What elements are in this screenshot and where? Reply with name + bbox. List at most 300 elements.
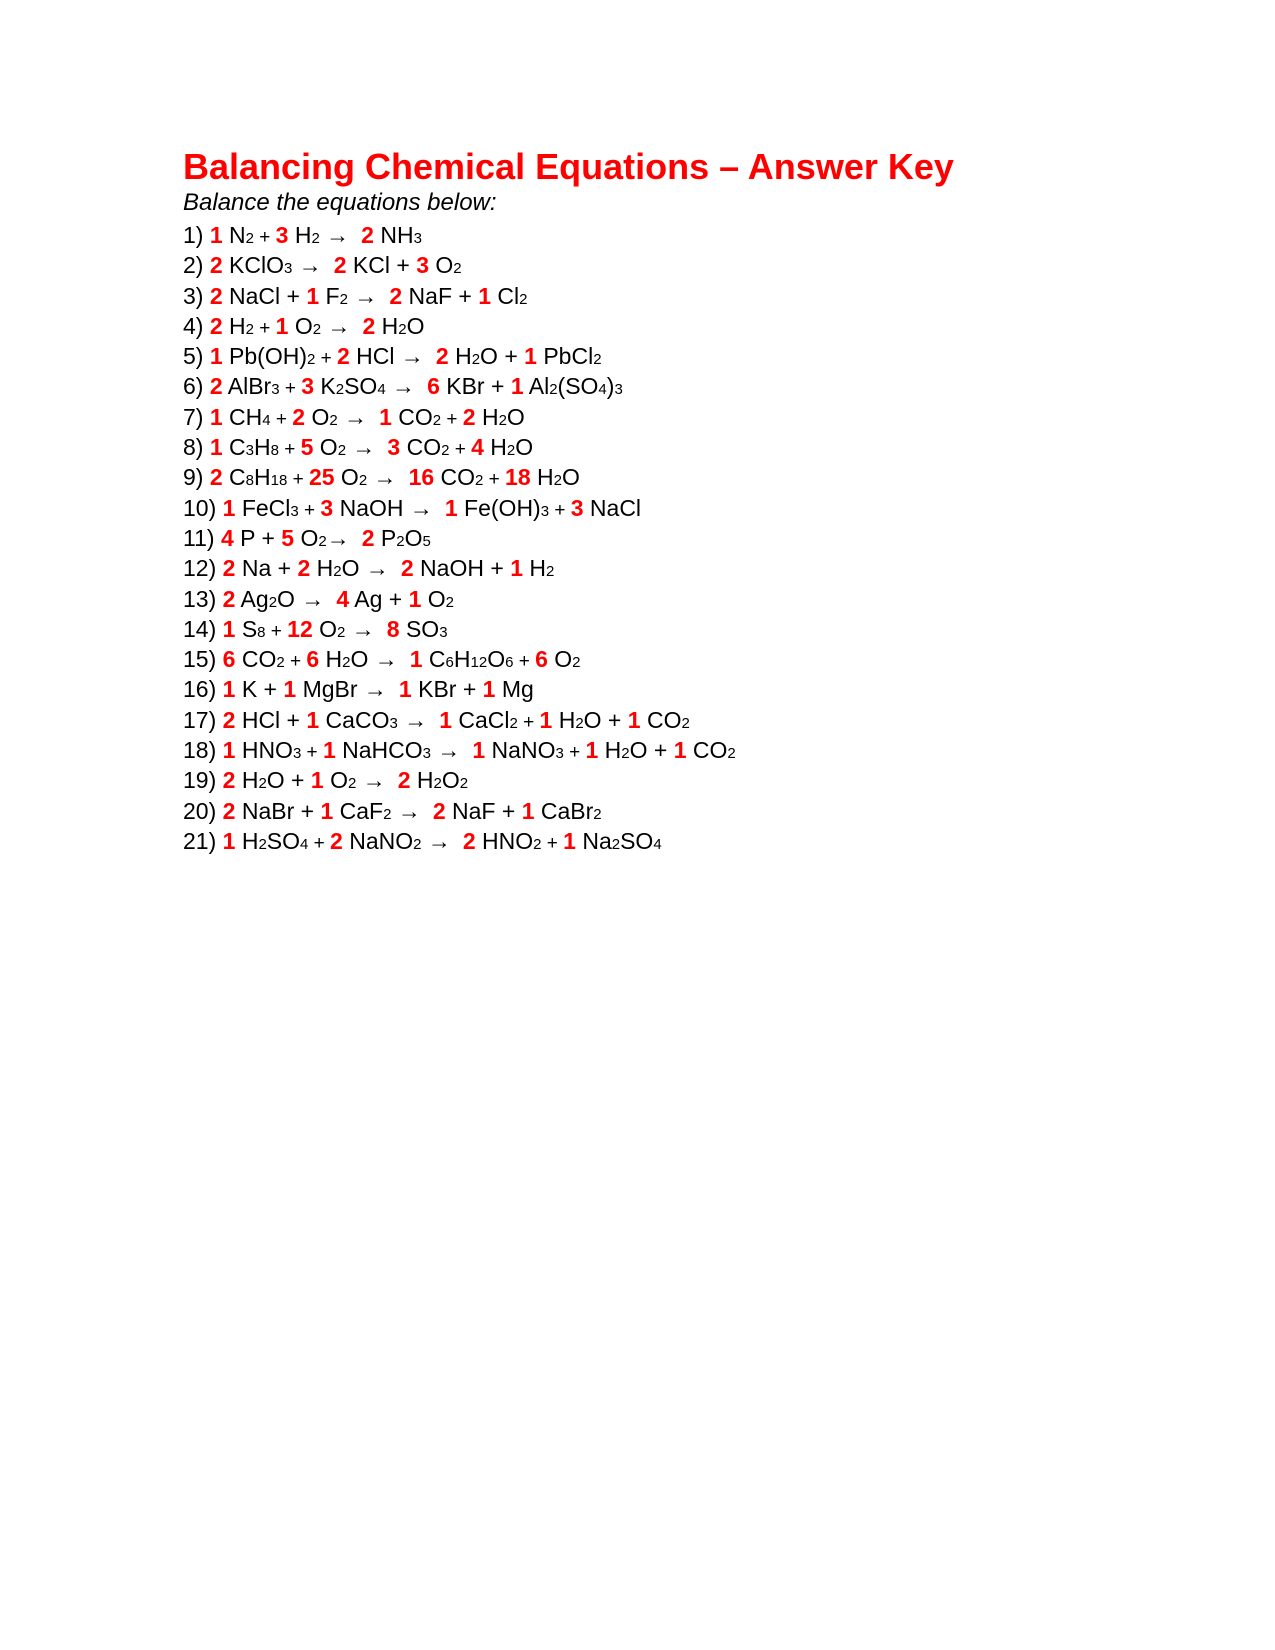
- coefficient: 12: [287, 615, 313, 642]
- coefficient: 2: [462, 827, 476, 854]
- coefficient: 1: [524, 343, 537, 370]
- coefficient: 1: [209, 434, 223, 461]
- formula-text: Mg: [495, 676, 534, 703]
- answer-key-document: [183, 146, 1183, 856]
- subscript: 4: [300, 835, 309, 853]
- equation-row: [183, 735, 1183, 765]
- formula-text: O: [561, 464, 580, 491]
- coefficient: 1: [222, 676, 236, 703]
- formula-text: H: [253, 464, 271, 491]
- coefficient: 1: [209, 222, 223, 248]
- formula-text: Fe(OH): [457, 494, 541, 521]
- plus-sign: +: [483, 469, 506, 491]
- formula-text: NaHCO: [335, 737, 423, 764]
- coefficient: 1: [209, 403, 223, 430]
- equation-number: 21): [183, 827, 223, 854]
- coefficient: 6: [222, 646, 236, 673]
- formula-text: O: [406, 312, 425, 339]
- subscript: 3: [413, 230, 422, 247]
- equation-number: 16): [183, 676, 223, 703]
- equation-row: [183, 584, 1183, 614]
- subscript: 2: [459, 775, 469, 793]
- formula-text: F: [319, 282, 340, 309]
- subscript: 2: [519, 290, 528, 308]
- subscript: 3: [271, 381, 280, 399]
- plus-sign: +: [308, 832, 331, 854]
- formula-text: NaOH →: [333, 494, 433, 521]
- coefficient: 2: [336, 343, 350, 370]
- equation-number: 3): [183, 282, 210, 309]
- formula-text: O: [323, 767, 348, 794]
- subscript: 2: [572, 654, 581, 672]
- formula-text: O: [515, 434, 534, 461]
- formula-text: O: [288, 312, 313, 339]
- subscript: 12: [470, 654, 488, 672]
- coefficient: 1: [222, 494, 236, 521]
- equation-row: [183, 523, 1183, 553]
- coefficient: 2: [297, 555, 311, 582]
- coefficient: 1: [408, 585, 422, 612]
- subscript: 2: [553, 472, 562, 490]
- equation-number: 9): [183, 464, 210, 491]
- formula-text: SO: [344, 373, 378, 400]
- formula-text: H: [235, 767, 259, 794]
- equation-number: 10): [183, 494, 223, 521]
- subscript: 8: [245, 472, 254, 490]
- formula-text: O: [506, 403, 525, 430]
- coefficient: 1: [627, 706, 641, 733]
- subscript: 5: [422, 532, 431, 550]
- formula-text: O →: [277, 585, 325, 612]
- formula-text: O +: [266, 767, 311, 794]
- formula-text: FeCl: [235, 494, 291, 521]
- subscript: 2: [311, 230, 320, 247]
- formula-text: H: [410, 767, 434, 794]
- subscript: 2: [245, 230, 254, 247]
- equation-row: [183, 614, 1183, 644]
- formula-text: CH: [222, 403, 263, 430]
- formula-text: KCl +: [346, 252, 417, 279]
- subscript: 3: [422, 745, 431, 763]
- plus-sign: +: [449, 439, 472, 461]
- coefficient: 1: [472, 737, 486, 764]
- coefficient: 2: [462, 403, 476, 430]
- coefficient: 2: [432, 797, 446, 824]
- coefficient: 1: [222, 737, 236, 764]
- formula-text: MgBr →: [296, 676, 387, 703]
- coefficient: 2: [222, 797, 236, 824]
- formula-text: K +: [235, 676, 284, 703]
- subscript: 2: [358, 472, 368, 490]
- reaction-arrow: →: [346, 434, 376, 461]
- subscript: 4: [598, 381, 607, 399]
- equation-row: [183, 765, 1183, 795]
- subscript: 3: [245, 442, 254, 460]
- subscript: 2: [471, 351, 481, 369]
- plus-sign: +: [441, 408, 463, 430]
- subscript: 2: [549, 381, 558, 399]
- reaction-arrow: →: [385, 373, 416, 400]
- formula-text: O →: [350, 646, 398, 673]
- formula-text: O +: [480, 343, 525, 370]
- equation-number: 14): [183, 615, 223, 642]
- subscript: 3: [439, 623, 448, 641]
- formula-text: O: [305, 403, 330, 430]
- subscript: 2: [475, 472, 484, 490]
- equation-number: 6): [183, 373, 210, 400]
- formula-text: NaBr +: [235, 797, 321, 824]
- formula-text: H: [375, 312, 399, 339]
- coefficient: 5: [300, 434, 314, 461]
- subscript: 3: [389, 714, 398, 732]
- coefficient: 1: [539, 706, 553, 733]
- coefficient: 1: [439, 706, 452, 733]
- reaction-arrow: →: [421, 827, 451, 854]
- coefficient: 2: [362, 312, 376, 339]
- coefficient: 1: [379, 403, 392, 430]
- subscript: 2: [413, 835, 422, 853]
- equation-number: 11): [183, 524, 221, 551]
- formula-text: NaNO: [342, 827, 414, 854]
- formula-text: H: [235, 827, 259, 854]
- subscript: 4: [653, 835, 662, 853]
- subscript: 2: [258, 835, 267, 853]
- formula-text: H: [222, 312, 246, 339]
- coefficient: 1: [322, 737, 336, 764]
- equation-number: 5): [183, 343, 210, 370]
- reaction-arrow: →: [397, 706, 428, 733]
- subscript: 2: [383, 805, 392, 823]
- subscript: 4: [377, 381, 386, 399]
- subscript: 2: [337, 442, 347, 460]
- subscript: 8: [257, 623, 266, 641]
- equation-row: [183, 796, 1183, 826]
- plus-sign: +: [265, 620, 288, 642]
- subscript: 3: [540, 502, 550, 520]
- formula-text: Na: [575, 827, 612, 854]
- coefficient: 2: [333, 252, 347, 279]
- formula-text: O: [313, 434, 338, 461]
- subscript: 2: [575, 714, 584, 732]
- reaction-arrow: →: [319, 222, 350, 248]
- coefficient: 2: [222, 767, 236, 794]
- formula-text: KBr +: [411, 676, 483, 703]
- coefficient: 3: [275, 222, 289, 248]
- subscript: 6: [505, 654, 514, 672]
- coefficient: 1: [275, 312, 289, 339]
- formula-text: H: [598, 737, 622, 764]
- coefficient: 1: [510, 555, 523, 582]
- formula-text: S: [235, 615, 258, 642]
- coefficient: 1: [444, 494, 458, 521]
- subscript: 2: [727, 745, 736, 763]
- page-title: Balancing Chemical Equations – Answer Key: [183, 146, 954, 187]
- subscript: 2: [335, 381, 345, 399]
- equation-list: [183, 220, 1183, 856]
- plus-sign: +: [253, 227, 276, 248]
- subscript: 2: [432, 411, 442, 429]
- plus-sign: +: [298, 499, 321, 521]
- equation-number: 12): [183, 555, 223, 582]
- coefficient: 6: [306, 646, 320, 673]
- formula-text: HNO: [475, 827, 534, 854]
- formula-text: NaF +: [445, 797, 522, 824]
- equation-row: [183, 674, 1183, 704]
- reaction-arrow: →: [347, 282, 378, 309]
- coefficient: 3: [416, 252, 429, 279]
- subscript: 2: [258, 775, 267, 793]
- equation-number: 7): [183, 403, 210, 430]
- equation-number: 18): [183, 737, 223, 764]
- coefficient: 8: [386, 615, 400, 642]
- coefficient: 25: [308, 464, 335, 491]
- subscript: 2: [453, 260, 462, 278]
- equation-number: 13): [183, 585, 223, 612]
- formula-text: O: [294, 524, 319, 551]
- formula-text: O: [547, 646, 573, 673]
- coefficient: 1: [510, 373, 524, 400]
- equation-row: [183, 281, 1183, 311]
- formula-text: Na +: [235, 555, 298, 582]
- subscript: 6: [445, 654, 454, 672]
- coefficient: 2: [222, 706, 236, 733]
- formula-text: CaCO: [319, 706, 390, 733]
- reaction-arrow: →: [337, 403, 368, 430]
- formula-text: NH: [373, 222, 414, 248]
- coefficient: 1: [222, 827, 236, 854]
- plus-sign: +: [287, 469, 309, 491]
- equation-row: [183, 644, 1183, 674]
- reaction-arrow: →: [326, 524, 350, 551]
- formula-text: NaNO: [485, 737, 556, 764]
- subscript: 2: [506, 442, 516, 460]
- coefficient: 1: [306, 706, 320, 733]
- equation-number: 19): [183, 767, 223, 794]
- plus-sign: +: [549, 499, 571, 521]
- formula-text: KClO: [222, 252, 284, 279]
- coefficient: 5: [281, 524, 295, 551]
- subscript: 2: [333, 563, 342, 581]
- formula-text: O +: [629, 737, 674, 764]
- formula-text: PbCl: [536, 343, 594, 370]
- coefficient: 1: [409, 646, 423, 673]
- coefficient: 1: [521, 797, 535, 824]
- subscript: 3: [290, 502, 299, 520]
- equation-row: [183, 432, 1183, 462]
- reaction-arrow: →: [356, 767, 386, 794]
- formula-text: O: [487, 646, 506, 673]
- formula-text: NaCl +: [222, 282, 307, 309]
- plus-sign: +: [301, 742, 323, 764]
- coefficient: 2: [222, 555, 236, 582]
- coefficient: 2: [222, 585, 236, 612]
- formula-text: CO: [391, 403, 433, 430]
- formula-text: CaF: [333, 797, 384, 824]
- plus-sign: +: [279, 378, 302, 400]
- coefficient: 1: [482, 676, 496, 703]
- subscript: 2: [545, 563, 555, 581]
- coefficient: 3: [570, 494, 584, 521]
- equation-row: [183, 705, 1183, 735]
- subscript: 2: [593, 351, 602, 369]
- formula-text: CO: [400, 434, 442, 461]
- plus-sign: +: [563, 742, 586, 764]
- coefficient: 3: [387, 434, 401, 461]
- formula-text: H: [310, 555, 334, 582]
- formula-text: H: [522, 555, 546, 582]
- coefficient: 2: [209, 312, 223, 339]
- equation-row: [183, 220, 1183, 250]
- coefficient: 1: [222, 615, 236, 642]
- coefficient: 1: [306, 282, 320, 309]
- coefficient: 1: [320, 797, 334, 824]
- coefficient: 2: [361, 222, 374, 248]
- equation-row: [183, 250, 1183, 280]
- formula-text: O: [421, 585, 446, 612]
- formula-text: O: [441, 767, 460, 794]
- coefficient: 1: [283, 676, 297, 703]
- subscript: 2: [509, 714, 518, 732]
- subscript: 2: [245, 320, 254, 338]
- subscript: 8: [270, 442, 279, 460]
- coefficient: 2: [209, 373, 223, 400]
- formula-text: CO: [640, 706, 682, 733]
- coefficient: 3: [320, 494, 334, 521]
- reaction-arrow: →: [321, 312, 351, 339]
- subscript: 3: [283, 260, 293, 278]
- subscript: 2: [339, 290, 348, 308]
- formula-text: CaBr: [534, 797, 594, 824]
- plus-sign: +: [541, 832, 564, 854]
- formula-text: HNO: [235, 737, 293, 764]
- plus-sign: +: [513, 651, 536, 673]
- formula-text: H: [453, 646, 471, 673]
- subscript: 18: [270, 472, 288, 490]
- subscript: 2: [433, 775, 442, 793]
- plus-sign: +: [278, 439, 301, 461]
- coefficient: 1: [673, 737, 687, 764]
- coefficient: 18: [505, 464, 531, 491]
- coefficient: 2: [435, 343, 449, 370]
- formula-text: CO: [686, 737, 728, 764]
- plus-sign: +: [517, 711, 540, 733]
- instructions: Balance the equations below:: [183, 189, 497, 216]
- formula-text: O: [404, 524, 423, 551]
- formula-text: SO: [399, 615, 440, 642]
- formula-text: NaF +: [402, 282, 479, 309]
- coefficient: 3: [301, 373, 315, 400]
- coefficient: 2: [330, 827, 343, 854]
- subscript: 2: [611, 835, 621, 853]
- equation-number: 15): [183, 646, 223, 673]
- subscript: 2: [593, 805, 602, 823]
- subscript: 2: [318, 532, 327, 550]
- subscript: 2: [329, 411, 338, 429]
- plus-sign: +: [284, 651, 307, 673]
- formula-text: Al: [523, 373, 550, 400]
- formula-text: Ag: [235, 585, 269, 612]
- coefficient: 1: [310, 767, 324, 794]
- subscript: 4: [262, 411, 271, 429]
- coefficient: 1: [563, 827, 576, 854]
- coefficient: 1: [585, 737, 599, 764]
- plus-sign: +: [253, 317, 276, 339]
- formula-text: N: [222, 222, 246, 248]
- equation-row: [183, 371, 1183, 401]
- subscript: 2: [337, 623, 346, 641]
- equation-row: [183, 826, 1183, 856]
- formula-text: H: [475, 403, 499, 430]
- coefficient: 2: [209, 464, 223, 491]
- formula-text: CaCl: [452, 706, 510, 733]
- formula-text: HCl →: [349, 343, 424, 370]
- reaction-arrow: →: [292, 252, 322, 279]
- reaction-arrow: →: [367, 464, 397, 491]
- coefficient: 16: [408, 464, 435, 491]
- equation-number: 20): [183, 797, 223, 824]
- coefficient: 6: [535, 646, 548, 673]
- formula-text: NaOH +: [413, 555, 511, 582]
- coefficient: 2: [209, 252, 223, 279]
- equation-number: 4): [183, 312, 210, 339]
- formula-text: Pb(OH): [222, 343, 307, 370]
- formula-text: P: [374, 524, 397, 551]
- subscript: 2: [621, 745, 630, 763]
- subscript: 2: [441, 442, 450, 460]
- subscript: 2: [268, 593, 278, 611]
- subscript: 2: [533, 835, 542, 853]
- subscript: 3: [292, 745, 302, 763]
- equation-row: [183, 402, 1183, 432]
- coefficient: 2: [397, 767, 411, 794]
- coefficient: 1: [209, 343, 223, 370]
- formula-text: Cl: [491, 282, 520, 309]
- formula-text: H: [253, 434, 271, 461]
- equation-row: [183, 311, 1183, 341]
- formula-text: ): [606, 373, 615, 400]
- formula-text: O: [312, 615, 338, 642]
- equation-row: [183, 553, 1183, 583]
- coefficient: 4: [336, 585, 350, 612]
- equation-number: 2): [183, 252, 210, 279]
- plus-sign: +: [315, 348, 337, 370]
- coefficient: 4: [220, 524, 234, 551]
- plus-sign: +: [270, 408, 293, 430]
- formula-text: CO: [434, 464, 476, 491]
- formula-text: Ag +: [349, 585, 409, 612]
- formula-text: O: [428, 252, 454, 279]
- formula-text: SO: [620, 827, 654, 854]
- coefficient: 6: [427, 373, 440, 400]
- coefficient: 4: [471, 434, 484, 461]
- coefficient: 2: [292, 403, 306, 430]
- formula-text: H: [288, 222, 312, 248]
- coefficient: 2: [400, 555, 414, 582]
- formula-text: H: [483, 434, 507, 461]
- reaction-arrow: →: [430, 737, 461, 764]
- formula-text: SO: [266, 827, 301, 854]
- formula-text: H: [448, 343, 472, 370]
- coefficient: 1: [478, 282, 492, 309]
- equation-row: [183, 493, 1183, 523]
- subscript: 2: [347, 775, 357, 793]
- equation-number: 1): [183, 222, 210, 248]
- formula-text: K: [314, 373, 336, 400]
- equation-row: [183, 341, 1183, 371]
- coefficient: 2: [361, 524, 375, 551]
- formula-text: HCl +: [235, 706, 307, 733]
- equation-row: [183, 462, 1183, 492]
